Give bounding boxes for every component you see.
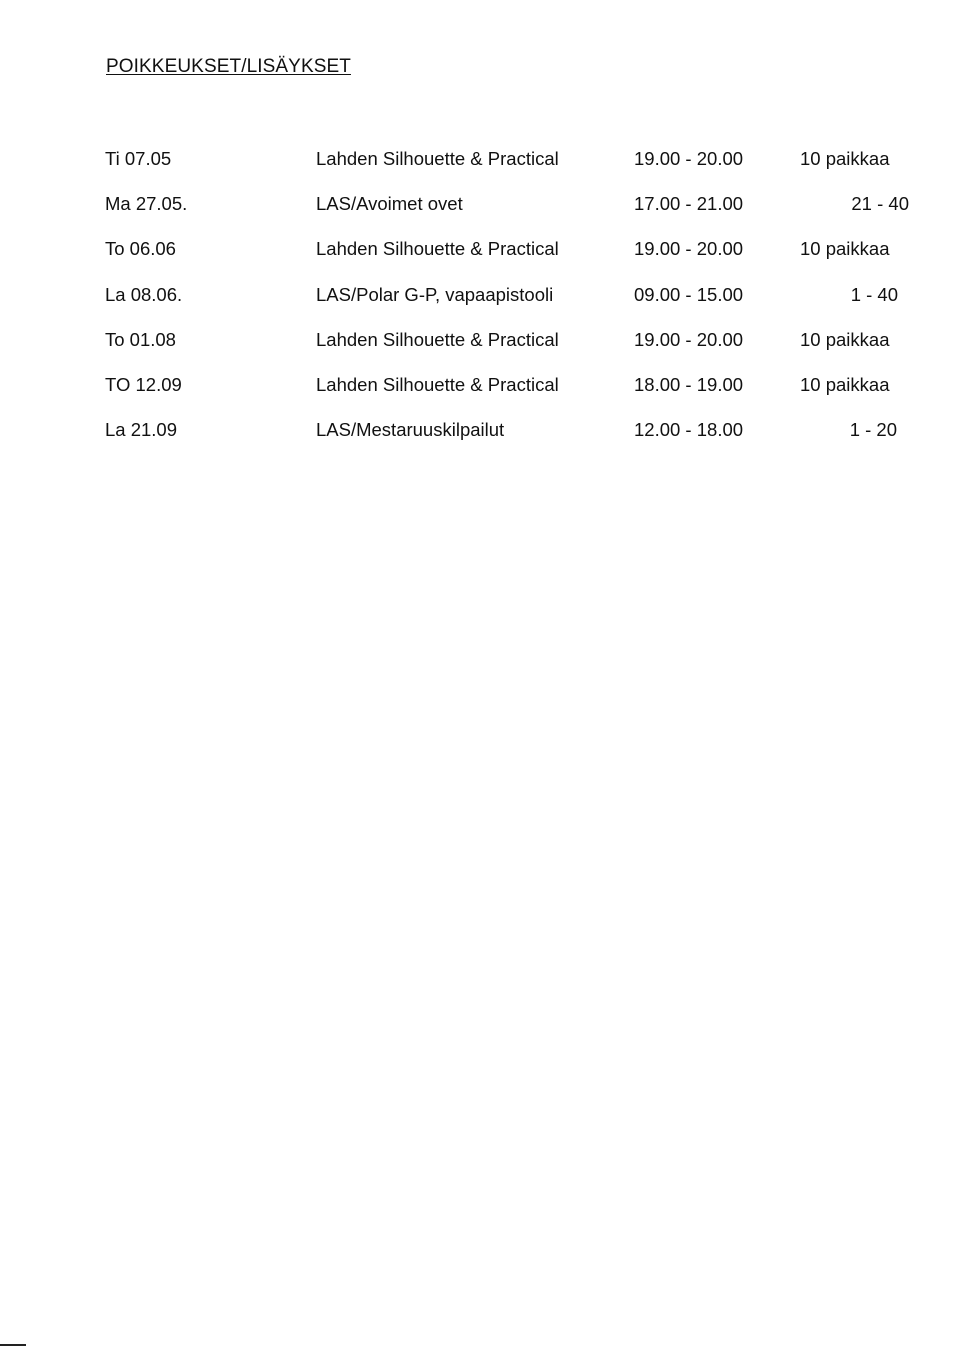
row-event: LAS/Avoimet ovet	[316, 193, 463, 214]
row-time: 19.00 - 20.00	[634, 148, 744, 169]
row-event: Lahden Silhouette & Practical	[316, 329, 559, 350]
row-time: 12.00 - 18.00	[634, 419, 744, 440]
scan-edge-mark	[0, 1344, 26, 1346]
row-time: 17.00 - 21.00	[634, 193, 744, 214]
row-date: Ma 27.05.	[105, 193, 188, 214]
row-time: 19.00 - 20.00	[634, 238, 744, 259]
row-seats: 21 - 40	[851, 193, 909, 214]
row-event: Lahden Silhouette & Practical	[316, 238, 559, 259]
row-date: La 21.09	[105, 419, 178, 440]
row-seats: 10 paikkaa	[800, 374, 890, 395]
schedule-row	[0, 419, 960, 449]
row-event: LAS/Mestaruuskilpailut	[316, 419, 505, 440]
row-event: LAS/Polar G-P, vapaapistooli	[316, 284, 554, 305]
row-seats: 1 - 40	[850, 284, 898, 305]
row-date: Ti 07.05	[105, 148, 172, 169]
row-time: 19.00 - 20.00	[634, 329, 744, 350]
page-title: POIKKEUKSET/LISÄYKSET	[106, 56, 351, 77]
schedule-row	[0, 193, 960, 223]
schedule-row	[0, 238, 960, 268]
row-event: Lahden Silhouette & Practical	[316, 148, 559, 169]
row-event: Lahden Silhouette & Practical	[316, 374, 559, 395]
schedule-row	[0, 374, 960, 404]
row-time: 09.00 - 15.00	[634, 284, 744, 305]
row-seats: 1 - 20	[849, 419, 897, 440]
schedule-row	[0, 148, 960, 178]
row-seats: 10 paikkaa	[800, 148, 890, 169]
row-seats: 10 paikkaa	[800, 329, 890, 350]
row-time: 18.00 - 19.00	[634, 374, 744, 395]
schedule-row	[0, 329, 960, 359]
row-date: TO 12.09	[105, 374, 182, 395]
row-seats: 10 paikkaa	[800, 238, 890, 259]
row-date: To 01.08	[105, 329, 176, 350]
row-date: La 08.06.	[105, 284, 183, 305]
row-date: To 06.06	[105, 238, 176, 259]
schedule-row	[0, 284, 960, 314]
